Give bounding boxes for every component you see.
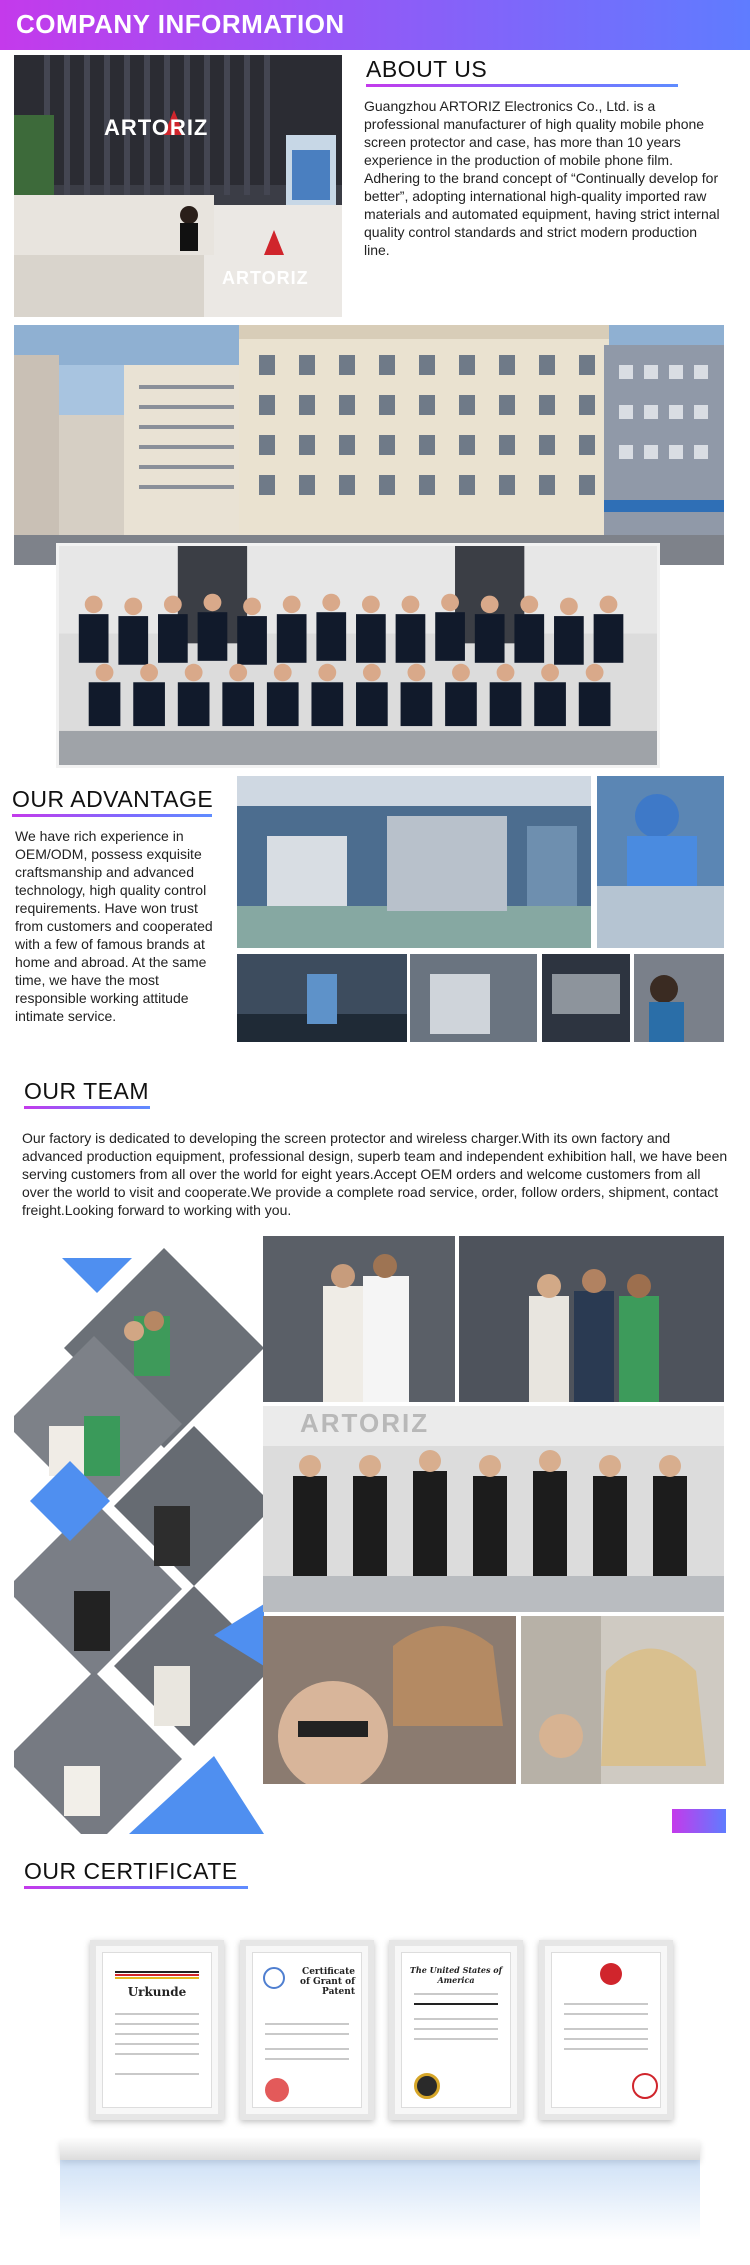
- logo-text-desk: ARTORIZ: [222, 268, 309, 288]
- factory-building-photo: [14, 325, 724, 565]
- trademark-seal-icon: [414, 2073, 440, 2099]
- certificate-1-heading: Urkunde: [127, 1985, 187, 1999]
- emblem-icon: [600, 1963, 622, 1985]
- team-text: Our factory is dedicated to developing the screen protector and wireless charger.With its own factory and advanced production equipment, professional design, superb team and independent exhibition hall, we have been serving customers from all over the world for eight years.Accept OEM orders and welcome customers from all over the world to visit and cooperate.We provide a complete road service, order, follow orders, shipment, contact freight.Looking forward to working with you.: [22, 1130, 728, 1218]
- workshop-photo-large: [237, 776, 591, 948]
- advantage-title: OUR ADVANTAGE: [12, 786, 214, 812]
- patent-stamp-icon: [265, 2078, 289, 2102]
- logo-text-wall: ARTORIZ: [104, 115, 209, 140]
- cleanroom-worker-photo: [597, 776, 724, 948]
- about-underline: [366, 84, 678, 87]
- gradient-accent-bar: [672, 1809, 726, 1833]
- team-photo-showroom-2: [459, 1236, 724, 1402]
- certificate-3-heading: The United States of America: [409, 1965, 503, 1985]
- page-title: COMPANY INFORMATION: [16, 9, 345, 39]
- office-wall-sign: ARTORIZ: [300, 1408, 430, 1438]
- team-title: OUR TEAM: [24, 1078, 149, 1104]
- about-title: ABOUT US: [366, 56, 488, 82]
- team-photo-selfie: [263, 1616, 516, 1784]
- team-diamond-collage: [14, 1236, 264, 1834]
- workshop-photo-3: [542, 954, 630, 1042]
- workshop-photo-2: [410, 954, 537, 1042]
- team-group-photo: [56, 543, 660, 768]
- team-underline: [24, 1106, 150, 1109]
- certificate-frame-3: [389, 1940, 523, 2120]
- team-photo-showroom-1: [263, 1236, 455, 1402]
- certificate-frame-2: [240, 1940, 374, 2120]
- advantage-text: We have rich experience in OEM/ODM, possess exquisite craftsmanship and advanced technology, high quality control requirements. Have won trust from customers and cooperated with a few of famous brands at home and abroad. At the same time, we have the most responsible working attitude intimate service.: [15, 828, 213, 1024]
- certificate-frame-1: [90, 1940, 224, 2120]
- advantage-underline: [12, 814, 212, 817]
- red-stamp-icon: [632, 2073, 658, 2099]
- header-banner: [0, 0, 750, 50]
- certificate-title: OUR CERTIFICATE: [24, 1858, 238, 1884]
- about-text: Guangzhou ARTORIZ Electronics Co., Ltd. is a professional manufacturer of high quality mobile phone screen protector and case, has more than 10 years experience in the production of mobile phone film. Adhering to the brand concept of “Continually develop for better”, adopting international high-quality imported raw materials and automated equipment, having strict internal quality control standards and strict modern production line.: [364, 98, 720, 258]
- certificate-frame-4: [539, 1940, 673, 2120]
- patent-seal-icon: [263, 1967, 285, 1989]
- workshop-photo-1: [237, 954, 407, 1042]
- shelf-reflection: [60, 2160, 700, 2240]
- certificate-2-heading: Certificate of Grant of Patent: [300, 1967, 355, 1997]
- team-photo-visitor: [521, 1616, 724, 1784]
- workshop-photo-4: [634, 954, 724, 1042]
- certificate-underline: [24, 1886, 248, 1889]
- display-shelf: [60, 2140, 700, 2160]
